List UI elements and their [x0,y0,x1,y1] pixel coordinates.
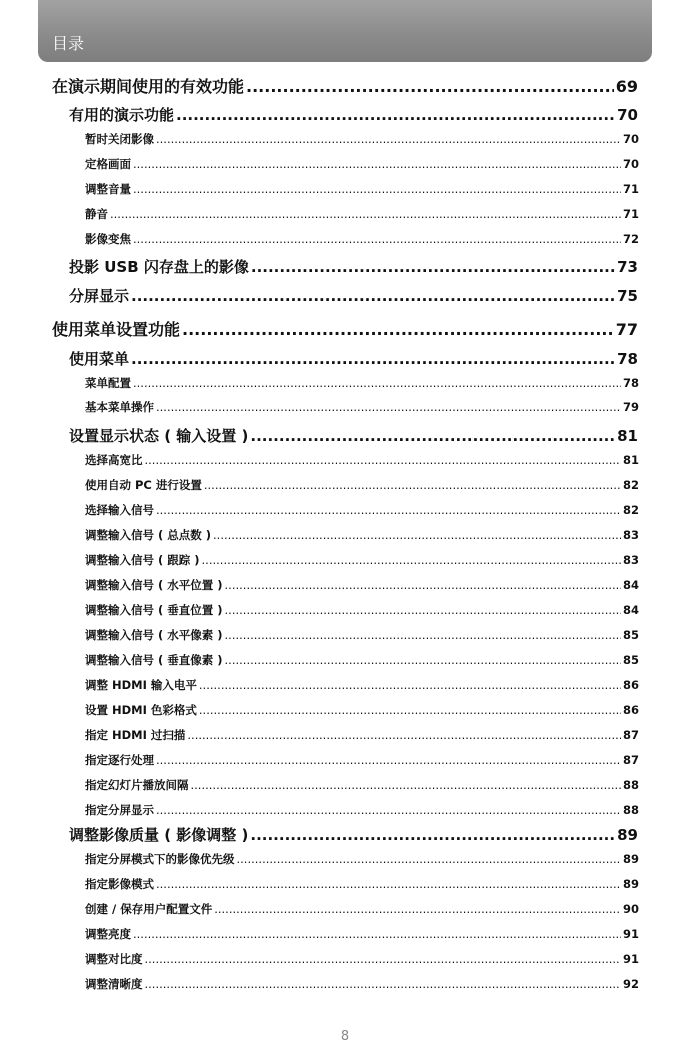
toc-entry-title: 使用自动 PC 进行设置 [85,478,202,492]
toc-entry[interactable] [85,375,639,391]
toc-entry[interactable] [85,131,639,147]
dot-leader [191,778,621,792]
toc-entry-page: 91 [622,952,639,966]
toc-entry-title: 调整对比度 [85,952,143,966]
toc-entry-page: 88 [622,803,639,817]
toc-entry-title: 定格画面 [85,157,131,171]
toc-entry-page: 81 [617,427,638,445]
dot-leader [156,877,621,891]
dot-leader [204,478,621,492]
dot-leader [156,400,621,414]
toc-entry[interactable] [85,231,639,247]
toc-entry-page: 79 [622,400,639,414]
dot-leader [182,320,614,339]
toc-chapter[interactable] [52,317,638,340]
toc-entry-title: 指定幻灯片播放间隔 [85,778,189,792]
toc-section[interactable] [69,285,638,306]
toc-entry[interactable] [85,399,639,415]
toc-entry-title: 指定逐行处理 [85,753,154,767]
toc-entry-page: 82 [622,503,639,517]
toc-entry-title: 静音 [85,207,108,221]
toc-entry[interactable] [85,752,639,768]
header-title: 目录 [52,34,85,53]
dot-leader [133,157,621,171]
toc-section[interactable] [69,824,638,845]
toc-entry[interactable] [85,976,639,992]
toc-entry-title: 调整输入信号 ( 垂直像素 ) [85,653,223,667]
toc-entry-page: 84 [622,603,639,617]
dot-leader [156,803,621,817]
toc-entry-title: 设置 HDMI 色彩格式 [85,703,197,717]
dot-leader [133,927,621,941]
toc-entry-page: 70 [617,106,638,124]
dot-leader [110,207,621,221]
toc-entry-page: 88 [622,778,639,792]
toc-entry-title: 影像变焦 [85,232,131,246]
toc-entry-title: 分屏显示 [69,287,130,305]
toc-entry[interactable] [85,502,639,518]
dot-leader [199,703,621,717]
dot-leader [187,728,621,742]
toc-entry-page: 70 [622,132,639,146]
toc-entry-title: 调整输入信号 ( 总点数 ) [85,528,212,542]
toc-entry[interactable] [85,777,639,793]
toc-entry-page: 70 [622,157,639,171]
dot-leader [133,376,621,390]
toc-entry-page: 83 [622,553,639,567]
toc-entry-title: 调整输入信号 ( 水平像素 ) [85,628,223,642]
toc-entry[interactable] [85,851,639,867]
toc-entry[interactable] [85,602,639,618]
toc-section[interactable] [69,348,638,369]
toc-entry[interactable] [85,901,639,917]
toc-entry-title: 在演示期间使用的有效功能 [52,77,245,96]
header-bar [38,0,652,62]
toc-entry-page: 91 [622,927,639,941]
toc-entry[interactable] [85,876,639,892]
toc-entry-page: 89 [617,826,638,844]
toc-entry-title: 使用菜单 [69,350,130,368]
toc-entry[interactable] [85,452,639,468]
toc-entry-page: 72 [622,232,639,246]
toc-entry-title: 调整输入信号 ( 水平位置 ) [85,578,223,592]
toc-entry[interactable] [85,677,639,693]
toc-entry[interactable] [85,727,639,743]
dot-leader [213,528,621,542]
toc-entry-title: 指定分屏显示 [85,803,154,817]
toc-entry-page: 71 [622,207,639,221]
dot-leader [237,852,621,866]
toc-entry[interactable] [85,552,639,568]
dot-leader [250,826,615,844]
toc-entry-page: 77 [615,320,638,339]
toc-entry[interactable] [85,206,639,222]
dot-leader [225,653,621,667]
toc-entry-page: 69 [615,77,638,96]
dot-leader [246,77,614,96]
page-number: 8 [340,1029,350,1044]
toc-entry-page: 87 [622,728,639,742]
toc-entry-title: 调整输入信号 ( 垂直位置 ) [85,603,223,617]
toc-entry[interactable] [85,577,639,593]
dot-leader [214,902,621,916]
toc-entry-page: 71 [622,182,639,196]
toc-entry[interactable] [85,652,639,668]
dot-leader [145,453,621,467]
toc-entry-title: 调整输入信号 ( 跟踪 ) [85,553,200,567]
toc-entry-title: 选择输入信号 [85,503,154,517]
toc-entry[interactable] [85,477,639,493]
toc-entry-page: 82 [622,478,639,492]
toc-entry[interactable] [85,527,639,543]
toc-entry-title: 创建 / 保存用户配置文件 [85,902,213,916]
toc-entry-page: 89 [622,852,639,866]
toc-entry-title: 调整清晰度 [85,977,143,991]
dot-leader [202,553,621,567]
toc-entry-title: 调整影像质量 ( 影像调整 ) [69,826,249,844]
toc-entry-page: 78 [617,350,638,368]
toc-entry-page: 75 [617,287,638,305]
toc-entry-page: 89 [622,877,639,891]
toc-entry-title: 指定分屏模式下的影像优先级 [85,852,235,866]
toc-entry-title: 选择高宽比 [85,453,143,467]
toc-section[interactable] [69,104,638,125]
toc-entry-page: 86 [622,703,639,717]
dot-leader [131,350,615,368]
toc-entry-title: 暂时关闭影像 [85,132,154,146]
toc-entry[interactable] [85,181,639,197]
toc-entry-page: 90 [622,902,639,916]
toc-entry-title: 调整 HDMI 输入电平 [85,678,197,692]
toc-entry-title: 使用菜单设置功能 [52,320,181,339]
dot-leader [225,628,621,642]
dot-leader [133,232,621,246]
toc-entry-page: 83 [622,528,639,542]
toc-entry-title: 调整亮度 [85,927,131,941]
toc-entry-title: 调整音量 [85,182,131,196]
toc-entry-title: 投影 USB 闪存盘上的影像 [69,258,249,276]
toc-entry-page: 85 [622,653,639,667]
toc-entry-page: 86 [622,678,639,692]
dot-leader [199,678,621,692]
dot-leader [156,753,621,767]
dot-leader [176,106,615,124]
toc-entry-title: 设置显示状态 ( 输入设置 ) [69,427,249,445]
dot-leader [156,132,621,146]
toc-entry[interactable] [85,156,639,172]
toc-entry-title: 基本菜单操作 [85,400,154,414]
dot-leader [145,977,621,991]
toc-entry[interactable] [85,802,639,818]
dot-leader [133,182,621,196]
dot-leader [156,503,621,517]
dot-leader [145,952,621,966]
dot-leader [225,603,621,617]
toc-entry[interactable] [85,627,639,643]
dot-leader [225,578,621,592]
toc-entry-page: 87 [622,753,639,767]
dot-leader [251,258,615,276]
dot-leader [250,427,615,445]
toc-entry-page: 78 [622,376,639,390]
toc-section[interactable] [69,256,638,277]
toc-entry-title: 有用的演示功能 [69,106,175,124]
dot-leader [131,287,615,305]
toc-entry-page: 81 [622,453,639,467]
toc-entry-page: 85 [622,628,639,642]
toc-entry[interactable] [85,702,639,718]
toc-entry-title: 菜单配置 [85,376,131,390]
toc-entry-page: 92 [622,977,639,991]
toc-entry[interactable] [85,926,639,942]
toc-entry-title: 指定影像模式 [85,877,154,891]
toc-entry[interactable] [85,951,639,967]
toc-entry-page: 73 [617,258,638,276]
toc-entry-title: 指定 HDMI 过扫描 [85,728,186,742]
toc-section[interactable] [69,425,638,446]
toc-entry-page: 84 [622,578,639,592]
toc-chapter[interactable] [52,74,638,97]
